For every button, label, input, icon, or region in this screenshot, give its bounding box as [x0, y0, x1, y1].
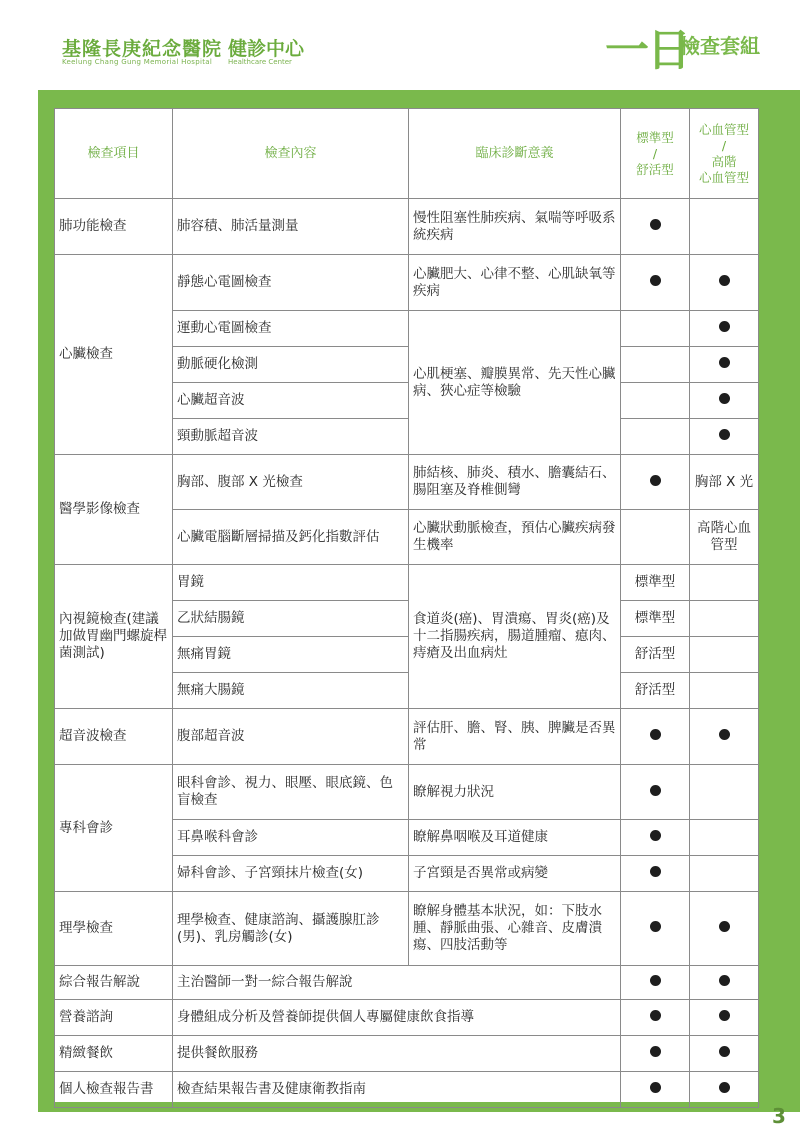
- meaning-cell: 肺結核、肺炎、積水、膽囊結石、腸阻塞及脊椎側彎: [409, 455, 621, 510]
- plan-b-cell: [690, 601, 759, 637]
- header-plan-b-line2: /: [721, 137, 727, 153]
- plan-a-cell: 標準型: [621, 601, 690, 637]
- table-row: [55, 966, 759, 1000]
- header-content: 檢查內容: [173, 109, 409, 199]
- plan-a-cell: [621, 455, 690, 510]
- content-cell: 眼科會診、視力、眼壓、眼底鏡、色盲檢查: [173, 765, 409, 820]
- meaning-cell: 子宮頸是否異常或病變: [409, 856, 621, 892]
- included-dot-icon: [650, 1010, 661, 1021]
- included-dot-icon: [719, 1082, 730, 1093]
- page-number: 3: [772, 1104, 786, 1128]
- header-plan-b-line1: 心血管型: [698, 121, 749, 137]
- item-meal: 精緻餐飲: [55, 1036, 173, 1072]
- included-dot-icon: [650, 785, 661, 796]
- plan-b-cell: [690, 856, 759, 892]
- plan-b-cell: [690, 673, 759, 709]
- included-dot-icon: [650, 1046, 661, 1057]
- item-heart: 心臟檢查: [55, 255, 173, 455]
- department-name: 健診中心: [228, 38, 305, 60]
- plan-a-cell: [621, 765, 690, 820]
- included-dot-icon: [650, 830, 661, 841]
- item-report: 綜合報告解說: [55, 966, 173, 1000]
- included-dot-icon: [719, 429, 730, 440]
- header-plan-b-line3: 高階: [711, 153, 737, 169]
- plan-b-cell: [690, 709, 759, 765]
- table-row: [55, 1036, 759, 1072]
- content-cell: 腹部超音波: [173, 709, 409, 765]
- meaning-cell: 瞭解視力狀況: [409, 765, 621, 820]
- header-plan-cardio: [690, 109, 759, 199]
- plan-a-cell: [621, 709, 690, 765]
- included-dot-icon: [650, 1082, 661, 1093]
- content-cell: 心臟超音波: [173, 383, 409, 419]
- meaning-cell: 心臟狀動脈檢查，預估心臟疾病發生機率: [409, 510, 621, 565]
- content-cell: 胸部、腹部 X 光檢查: [173, 455, 409, 510]
- included-dot-icon: [719, 975, 730, 986]
- plan-a-cell: [621, 966, 690, 1000]
- content-cell: 頸動脈超音波: [173, 419, 409, 455]
- plan-a-cell: [621, 510, 690, 565]
- included-dot-icon: [650, 275, 661, 286]
- plan-a-cell: 標準型: [621, 565, 690, 601]
- table-header-row: [55, 109, 759, 199]
- item-lung: 肺功能檢查: [55, 199, 173, 255]
- included-dot-icon: [719, 393, 730, 404]
- header-plan-b-line4: 心血管型: [698, 169, 749, 185]
- content-cell: 肺容積、肺活量測量: [173, 199, 409, 255]
- content-cell: 理學檢查、健康諮詢、攝護腺肛診(男)、乳房觸診(女): [173, 892, 409, 966]
- item-endoscopy: 內視鏡檢查(建議加做胃幽門螺旋桿菌測試): [55, 565, 173, 709]
- table-row: [55, 1072, 759, 1108]
- meaning-cell: 評估肝、膽、腎、胰、脾臟是否異常: [409, 709, 621, 765]
- content-cell: 無痛胃鏡: [173, 637, 409, 673]
- included-dot-icon: [719, 729, 730, 740]
- content-cell: 主治醫師一對一綜合報告解說: [173, 966, 621, 1000]
- plan-b-cell: [690, 892, 759, 966]
- plan-b-cell: [690, 347, 759, 383]
- plan-b-cell: [690, 637, 759, 673]
- included-dot-icon: [650, 475, 661, 486]
- plan-a-cell: [621, 383, 690, 419]
- plan-a-cell: [621, 199, 690, 255]
- plan-b-cell: [690, 966, 759, 1000]
- content-cell: 檢查結果報告書及健康衛教指南: [173, 1072, 621, 1108]
- included-dot-icon: [650, 219, 661, 230]
- included-dot-icon: [650, 729, 661, 740]
- checkup-table-container: [54, 108, 758, 1102]
- plan-a-cell: [621, 347, 690, 383]
- plan-b-cell: [690, 311, 759, 347]
- content-cell: 胃鏡: [173, 565, 409, 601]
- header-plan-a-line2: /: [652, 145, 658, 161]
- plan-a-cell: [621, 255, 690, 311]
- plan-a-cell: [621, 820, 690, 856]
- plan-a-cell: [621, 311, 690, 347]
- meaning-cell: 心臟肥大、心律不整、心肌缺氧等疾病: [409, 255, 621, 311]
- table-row: [55, 199, 759, 255]
- plan-a-cell: [621, 1036, 690, 1072]
- content-cell: 提供餐飲服務: [173, 1036, 621, 1072]
- header-meaning: 臨床診斷意義: [409, 109, 621, 199]
- table-row: [55, 892, 759, 966]
- content-cell: 動脈硬化檢測: [173, 347, 409, 383]
- hospital-name: 基隆長庚紀念醫院: [62, 38, 223, 60]
- table-row: [55, 709, 759, 765]
- included-dot-icon: [719, 275, 730, 286]
- plan-a-cell: [621, 419, 690, 455]
- plan-b-cell: [690, 565, 759, 601]
- meaning-cell: 食道炎(癌)、胃潰瘍、胃炎(癌)及十二指腸疾病，腸道腫瘤、瘜肉、痔瘡及出血病灶: [409, 565, 621, 709]
- table-row: [55, 565, 759, 601]
- item-nutrition: 營養諮詢: [55, 1000, 173, 1036]
- header-plan-a-line1: 標準型: [636, 129, 674, 145]
- header-plan-a-line3: 舒活型: [636, 161, 674, 177]
- plan-b-cell: [690, 765, 759, 820]
- included-dot-icon: [719, 321, 730, 332]
- item-specialist: 專科會診: [55, 765, 173, 892]
- plan-b-cell: [690, 820, 759, 856]
- included-dot-icon: [650, 975, 661, 986]
- content-cell: 運動心電圖檢查: [173, 311, 409, 347]
- plan-b-cell: [690, 1000, 759, 1036]
- plan-b-cell: [690, 199, 759, 255]
- item-imaging: 醫學影像檢查: [55, 455, 173, 565]
- content-cell: 耳鼻喉科會診: [173, 820, 409, 856]
- header-plan-standard: [621, 109, 690, 199]
- included-dot-icon: [719, 357, 730, 368]
- plan-b-cell: [690, 419, 759, 455]
- plan-a-cell: [621, 892, 690, 966]
- content-cell: 身體組成分析及營養師提供個人專屬健康飲食指導: [173, 1000, 621, 1036]
- plan-b-cell: [690, 1036, 759, 1072]
- page-title-sub: 檢查套組: [680, 34, 760, 58]
- meaning-cell: 慢性阻塞性肺疾病、氣喘等呼吸系統疾病: [409, 199, 621, 255]
- header-item: 檢查項目: [55, 109, 173, 199]
- included-dot-icon: [719, 1046, 730, 1057]
- meaning-cell: 瞭解鼻咽喉及耳道健康: [409, 820, 621, 856]
- content-cell: 心臟電腦斷層掃描及鈣化指數評估: [173, 510, 409, 565]
- table-row: [55, 455, 759, 510]
- content-cell: 靜態心電圖檢查: [173, 255, 409, 311]
- item-physical: 理學檢查: [55, 892, 173, 966]
- plan-b-cell: [690, 1072, 759, 1108]
- meaning-cell: 瞭解身體基本狀況，如：下肢水腫、靜脈曲張、心雜音、皮膚潰瘍、四肢活動等: [409, 892, 621, 966]
- included-dot-icon: [719, 921, 730, 932]
- plan-a-cell: [621, 856, 690, 892]
- table-row: [55, 1000, 759, 1036]
- bottom-margin: [0, 1112, 800, 1132]
- plan-a-cell: 舒活型: [621, 673, 690, 709]
- plan-a-cell: [621, 1000, 690, 1036]
- page-title-main: 一日: [605, 25, 689, 76]
- plan-a-cell: [621, 1072, 690, 1108]
- table-row: [55, 255, 759, 311]
- content-cell: 婦科會診、子宮頸抹片檢查(女): [173, 856, 409, 892]
- plan-b-cell: 胸部 X 光: [690, 455, 759, 510]
- item-ultrasound: 超音波檢查: [55, 709, 173, 765]
- plan-a-cell: 舒活型: [621, 637, 690, 673]
- included-dot-icon: [650, 921, 661, 932]
- content-cell: 乙狀結腸鏡: [173, 601, 409, 637]
- checkup-table: [54, 108, 759, 1108]
- page-header: [0, 0, 800, 90]
- hospital-name-en: Keelung Chang Gung Memorial Hospital: [62, 58, 213, 66]
- item-personal-report: 個人檢查報告書: [55, 1072, 173, 1108]
- plan-b-cell: [690, 383, 759, 419]
- included-dot-icon: [719, 1010, 730, 1021]
- content-cell: 無痛大腸鏡: [173, 673, 409, 709]
- table-row: [55, 765, 759, 820]
- department-name-en: Healthcare Center: [228, 58, 292, 66]
- included-dot-icon: [650, 866, 661, 877]
- plan-b-cell: 高階心血管型: [690, 510, 759, 565]
- meaning-cell: 心肌梗塞、瓣膜異常、先天性心臟病、狹心症等檢驗: [409, 311, 621, 455]
- plan-b-cell: [690, 255, 759, 311]
